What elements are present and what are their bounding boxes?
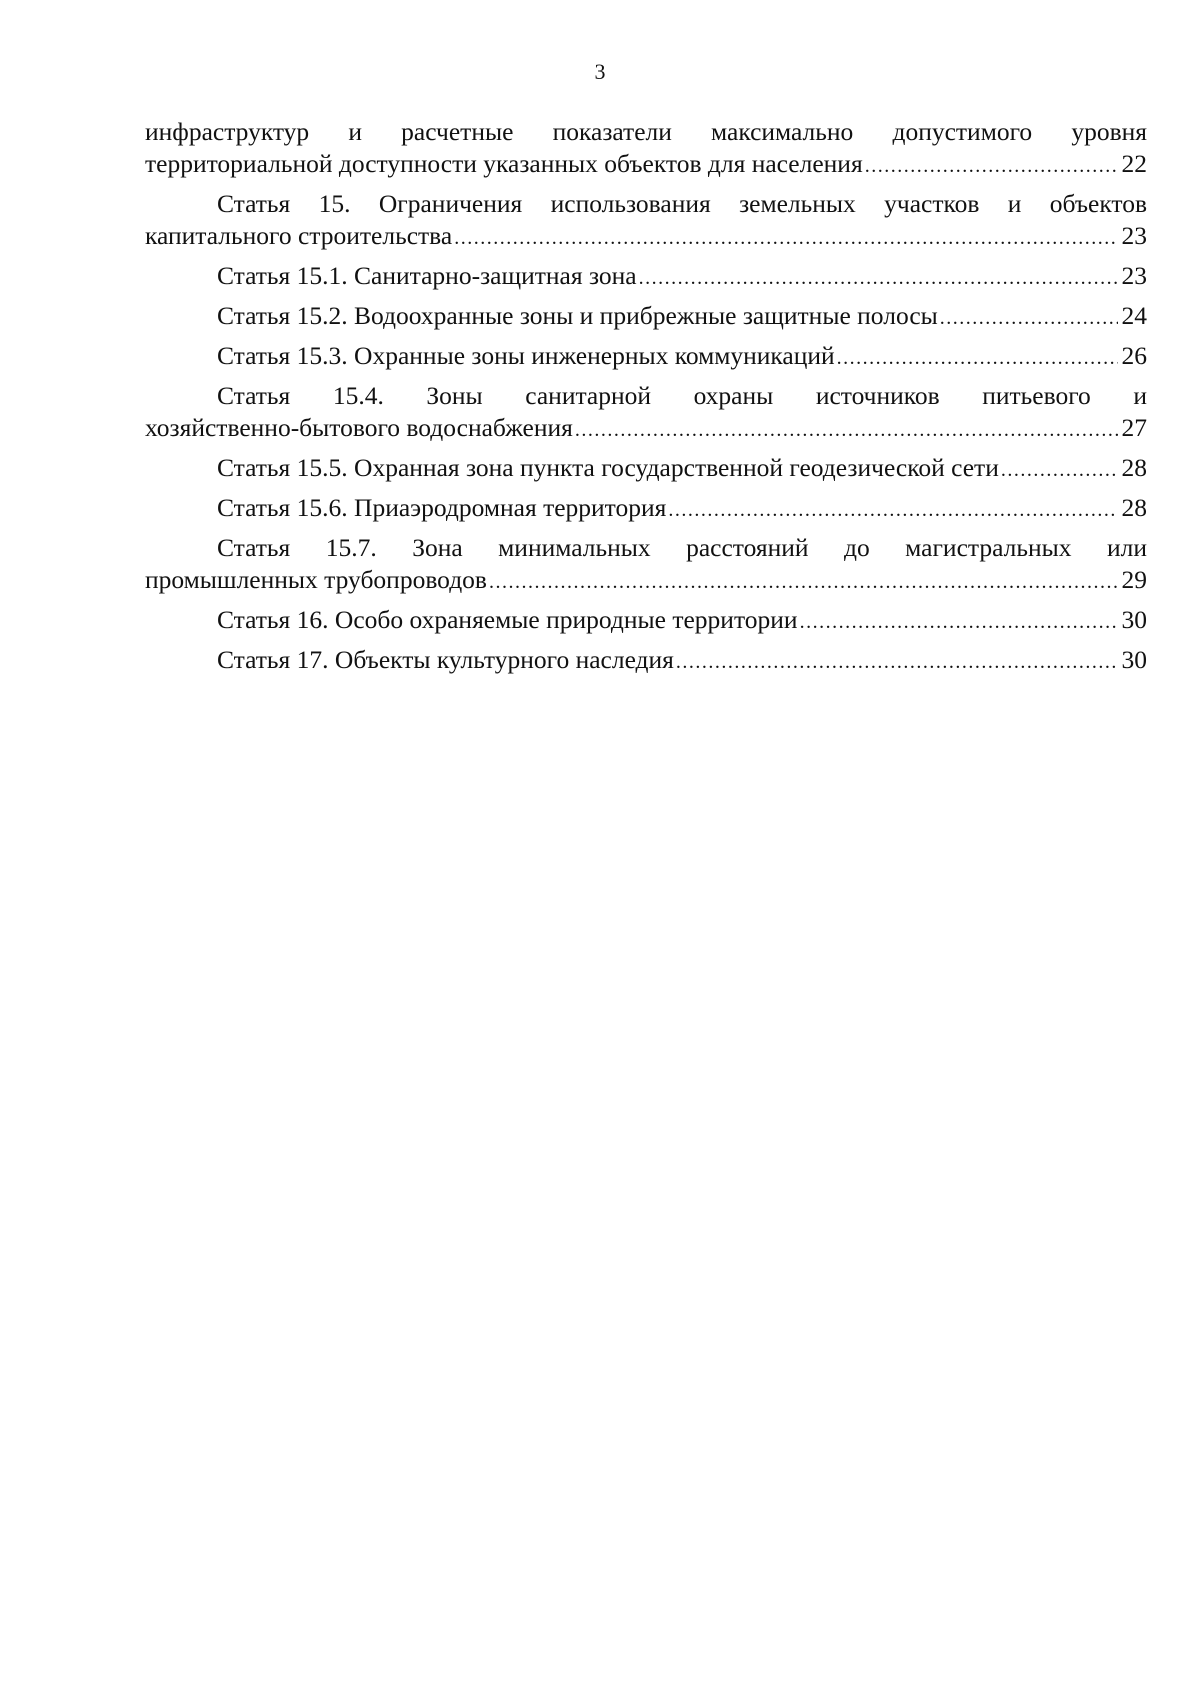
toc-entry-article-16 (145, 604, 1147, 638)
dot-leader (865, 150, 1118, 182)
toc-entry-leader-line (145, 148, 1147, 182)
toc-entry-leader-line (145, 220, 1147, 254)
dot-leader (837, 342, 1118, 374)
toc-entry-infrastructure (145, 116, 1147, 182)
toc-page-number: 24 (1121, 301, 1147, 330)
toc-entry-line: Статья 15.7. Зона минимальных расстояний до магистральных или (217, 533, 1147, 562)
toc-entry-article-15-4 (145, 380, 1147, 446)
toc-page-number: 30 (1121, 605, 1147, 634)
dot-leader (676, 646, 1118, 678)
toc-entry-line: Статья 15. Ограничения использования земельных участков и объектов (217, 189, 1147, 218)
toc-entry-article-17 (145, 644, 1147, 678)
toc-entry-title: промышленных трубопроводов (145, 565, 487, 594)
dot-leader (940, 302, 1118, 334)
toc-entry-leader-line (145, 564, 1147, 598)
toc-entry-article-15-2 (145, 300, 1147, 334)
toc-page-number: 23 (1121, 261, 1147, 290)
toc-entry-title: Статья 15.5. Охранная зона пункта государственной геодезической сети (217, 453, 999, 482)
toc-entry-title: Статья 15.6. Приаэродромная территория (217, 493, 667, 522)
toc-entry-article-15-5 (145, 452, 1147, 486)
toc-page-number: 29 (1121, 565, 1147, 594)
toc-entry-article-15-6 (145, 492, 1147, 526)
toc-page-number: 27 (1121, 413, 1147, 442)
toc-entry-article-15-3 (145, 340, 1147, 374)
toc-entry-leader-line (145, 340, 1147, 374)
toc-entry-line: Статья 15.4. Зоны санитарной охраны источников питьевого и (217, 381, 1147, 410)
toc-entry-title: Статья 15.1. Санитарно-защитная зона (217, 261, 637, 290)
table-of-contents (145, 116, 1147, 684)
toc-page-number: 30 (1121, 645, 1147, 674)
toc-page-number: 28 (1121, 493, 1147, 522)
toc-entry-article-15-1 (145, 260, 1147, 294)
toc-page-number: 22 (1121, 149, 1147, 178)
toc-entry-title: капитального строительства (145, 221, 453, 250)
dot-leader (575, 414, 1118, 446)
toc-entry-title: Статья 17. Объекты культурного наследия (217, 645, 674, 674)
toc-entry-title: Статья 15.3. Охранные зоны инженерных коммуникаций (217, 341, 835, 370)
page-number: 3 (594, 59, 606, 84)
toc-entry-leader-line (145, 492, 1147, 526)
dot-leader (639, 262, 1118, 294)
toc-page-number: 23 (1121, 221, 1147, 250)
toc-entry-article-15 (145, 188, 1147, 254)
toc-entry-leader-line (145, 300, 1147, 334)
dot-leader (668, 494, 1117, 526)
toc-entry-title: Статья 16. Особо охраняемые природные территории (217, 605, 798, 634)
toc-entry-leader-line (145, 260, 1147, 294)
toc-entry-leader-line (145, 412, 1147, 446)
dot-leader (1001, 454, 1118, 486)
dot-leader (489, 566, 1118, 598)
toc-entry-title: территориальной доступности указанных объектов для населения (145, 149, 863, 178)
toc-entry-line: инфраструктур и расчетные показатели максимально допустимого уровня (145, 117, 1147, 146)
toc-page-number: 28 (1121, 453, 1147, 482)
dot-leader (454, 222, 1117, 254)
toc-entry-title: Статья 15.2. Водоохранные зоны и прибрежные защитные полосы (217, 301, 938, 330)
toc-entry-leader-line (145, 644, 1147, 678)
toc-entry-title: хозяйственно-бытового водоснабжения (145, 413, 573, 442)
toc-page-number: 26 (1121, 341, 1147, 370)
dot-leader (800, 606, 1118, 638)
toc-entry-article-15-7 (145, 532, 1147, 598)
toc-entry-leader-line (145, 452, 1147, 486)
toc-entry-leader-line (145, 604, 1147, 638)
